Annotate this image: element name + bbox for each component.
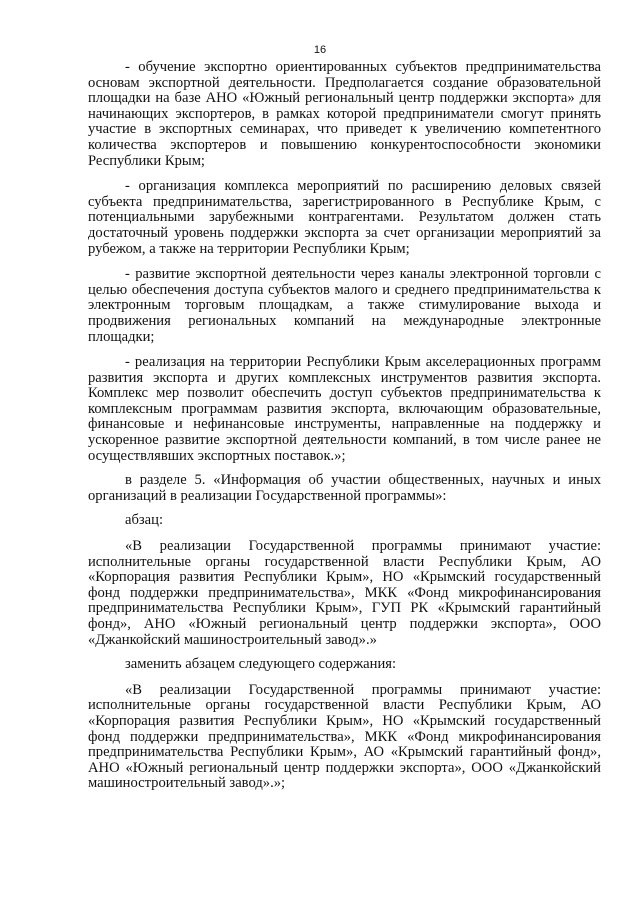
paragraph-old-participants: «В реализации Государственной программы принимают участие: исполнительные органы государственной власти Республики Крым, АО «Корпорация развития Республики Крым», НО «Крымский государственный фонд поддержки предпринимательства», МКК «Фонд микрофинансирования предпринимательства Республики Крым», ГУП РК «Крымский гарантийный фонд», АНО «Южный региональный центр поддержки экспорта», ООО «Джанкойский машиностроительный завод».» [88, 538, 601, 648]
paragraph-new-participants: «В реализации Государственной программы принимают участие: исполнительные органы государственной власти Республики Крым, АО «Корпорация развития Республики Крым», НО «Крымский государственный фонд поддержки предпринимательства», МКК «Фонд микрофинансирования предпринимательства Республики Крым», АО «Крымский гарантийный фонд», АНО «Южный региональный центр поддержки экспорта», ООО «Джанкойский машиностроительный завод».»; [88, 681, 601, 792]
paragraph-business-relations: - организация комплекса мероприятий по расширению деловых связей субъекта предпринимательства, зарегистрированного в Республике Крым, с потенциальными зарубежными контрагентами. Результатом должен стать достаточный уровень поддержки экспорта за счет организации мероприятий за рубежом, а также на территории Республики Крым; [88, 178, 601, 257]
document-body [88, 60, 601, 792]
paragraph-e-commerce: - развитие экспортной деятельности через каналы электронной торговли с целью обеспечения доступа субъектов малого и среднего предпринимательства к электронным торговым площадкам, а также стимулирование выхода и продвижения региональных компаний на международные электронные площадки; [88, 266, 601, 345]
paragraph-acceleration-programs: - реализация на территории Республики Крым акселерационных программ развития экспорта и других комплексных инструментов развития экспорта. Комплекс мер позволит обеспечить доступ субъектов предпринимательства к комплексным программам развития экспорта, включающим образовательные, финансовые и нефинансовые инструменты, направленные на поддержку и ускоренное развитие экспортной деятельности компаний, в том числе ранее не осуществлявших экспортных поставок.»; [88, 354, 601, 464]
page-number: 16 [313, 44, 327, 56]
paragraph-replace-instruction: заменить абзацем следующего содержания: [125, 656, 397, 673]
paragraph-abzats: абзац: [125, 512, 164, 529]
paragraph-export-training: - обучение экспортно ориентированных субъектов предпринимательства основам экспортной деятельности. Предполагается создание образовательной площадки на базе АНО «Южный региональный центр поддержки экспорта» для начинающих экспортеров, в рамках которой предприниматели смогут принять участие в экспортных семинарах, что приведет к увеличению компетентного количества экспортеров и повышению конкурентоспособности экономики Республики Крым; [88, 59, 601, 169]
paragraph-section-5: в разделе 5. «Информация об участии общественных, научных и иных организаций в реализации Государственной программы»: [88, 472, 601, 504]
